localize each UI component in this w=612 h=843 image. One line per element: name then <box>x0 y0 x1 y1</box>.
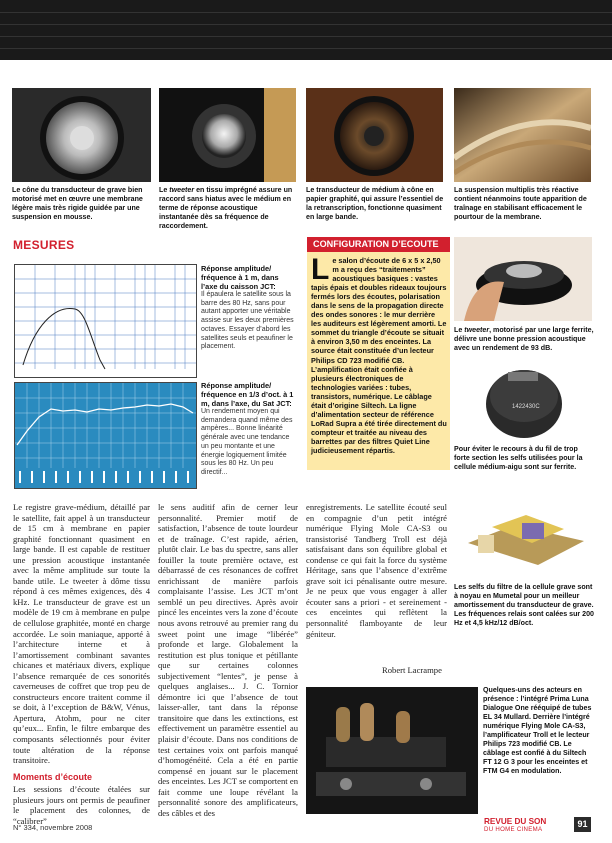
response-graph-1 <box>14 264 197 378</box>
body-col1: Le registre grave-médium, détaillé par le satellite, fait appel à un transducteur de 15 cm à membrane en papier graphité fonctionnant quasiment en large bande. Il est capable de restituer une pression acoustique instantanée avec la même amplitude sur toute la bande utile. Le tweeter à dôme tissu répond à ces mêmes exigences, dès 4 kHz. Le transducteur de grave est un modèle de 19 cm à membrane en pulpe de cellulose graphitée, monté en charge accordée. Le soin maniaque, apporté à l’architecture interne et à l’amortissement combinant savantes chicanes et matériaux divers, explique l’absence remarquée de ces sonorités caverneuses de coffret que trop peu de constructeurs encore traitent comme il se doit, à l’exception de B&W, Vénus, Apertura, Atohm, pour ne citer qu’eux... Enfin, le filtre embarque des composants sélectionnés pour éviter toute altération de la réponse transitoire. <box>13 502 150 766</box>
top-band <box>0 0 612 60</box>
brand-sub: DU HOME CINEMA <box>484 826 543 833</box>
tweeter-motor-photo <box>454 237 592 321</box>
graph2-heading: Réponse amplitude/ fréquence en 1/3 d’oct. à 1 m, dans l’axe, du Sat JCT: <box>201 381 294 408</box>
body-col3: enregistrements. Le satellite écouté seul en compagnie d’un petit intégré numérique Flying Mole CA-S3 ou transistorisé Tandberg Troll est déjà satisfaisant dans son équilibre global et condense ce qui fait la force du système Héritage, sans que l’absence d’extrême grave soit ici pénalisante outre mesure. Je ne peux que vous engager à aller écouter sans a priori - et sereinement - ces enceintes qui reflètent la personnalité flamboyante de leur géniteur. <box>306 502 447 639</box>
caption-tm-post: , motorisé par une large ferrite, délivre une bonne pression acoustique avec un rendement de 93 dB. <box>454 326 594 352</box>
caption-woofer: Le cône du transducteur de grave bien motorisé met en œuvre une membrane légère mais très rigide guidée par une suspension en mousse. <box>12 186 143 221</box>
graph2-caption <box>201 381 299 478</box>
caption-tweeter-pre: Le <box>159 186 170 194</box>
svg-text:1422430C: 1422430C <box>512 404 540 410</box>
brand-name: REVUE DU SON <box>484 817 547 826</box>
medium-photo <box>306 88 443 182</box>
page-number: 91 <box>574 817 591 832</box>
magazine-brand <box>484 818 546 834</box>
electronics-photo <box>306 687 478 814</box>
caption-tweeter-em: tweeter <box>169 186 195 194</box>
subhead-moments: Moments d’écoute <box>13 772 93 782</box>
config-text <box>311 253 447 455</box>
filter-photo <box>454 485 592 580</box>
body-col1b: Les sessions d’écoute étalées sur plusieurs jours ont permis de peaufiner le placement des colonnes, de “calibrer” <box>13 784 150 826</box>
caption-tweeter-post: en tissu imprégné assure un raccord sans hiatus avec le médium en terme de réponse acoustique instantanée dès sa fréquence de raccordement. <box>159 186 293 230</box>
caption-selfs: Pour éviter le recours à du fil de trop forte section les selfs utilisées pour la cellule médium-aigu sont sur ferrite. <box>454 445 583 471</box>
config-header: CONFIGURATION D’ECOUTE <box>307 237 450 252</box>
caption-tm-pre: Le <box>454 326 465 334</box>
caption-filtre: Les selfs du filtre de la cellule grave sont à noyau en Mumetal pour un meilleur amortissement du transducteur de grave. Les fréquences relais sont calées sur 200 Hz et 4,5 kHz/12 dB/oct. <box>454 583 594 627</box>
graph1-caption <box>201 264 297 352</box>
ferrite-coil-photo <box>454 362 592 442</box>
response-graph-2 <box>14 382 197 489</box>
mesures-title: MESURES <box>13 238 75 252</box>
caption-tweeter <box>159 186 298 231</box>
caption-suspension: La suspension multiplis très réactive contient néanmoins toute apparition de traînage en stabilisant efficacement le pourtour de la membrane. <box>454 186 587 221</box>
suspension-photo <box>454 88 591 182</box>
caption-tm-em: tweeter <box>464 326 490 334</box>
signature: Robert Lacrampe <box>382 665 442 675</box>
body-col2: le sens auditif afin de cerner leur personnalité. Premier motif de satisfaction, l’absence de toute lourdeur et de traînage. C’est rapide, aérien, plutôt clair. Le bas du spectre, sans aller fouiller la toute première octave, est débarrassé de ces résonances de coffret enrichissant de manière parfois complaisante l’assise. Les JCT m’ont semblé un peu directives. Après avoir pincé les enceintes vers la zone d’écoute nous avons retrouvé au premier rang du sweet point une image “libérée” profonde et large. Globalement la restitution est plus tonique et pétillante que sur certaines colonnes subjectivement “lentes”, je pense à quelques anglaises... J. C. Tornior démontre ici que l’absence de tout laisser-aller, tant dans la réponse transitoire que dans les extinctions, est effectivement un paramètre essentiel au plaisir d’écoute. Dans nos conditions de test certaines voix ont parfois manqué d’homogénéité. Cela a été en partie compensé en jouant sur le placement des enceintes. Les JCT se comportent en fait comme une loupe révélant la personnalité sonore des amplificateurs, des câbles et des <box>158 502 298 818</box>
issue-number: N° 334, novembre 2008 <box>13 823 93 832</box>
tweeter-photo <box>159 88 296 182</box>
caption-medium: Le transducteur de médium à cône en papier graphité, qui assure l’essentiel de la retranscription, fonctionne quasiment en large bande. <box>306 186 444 221</box>
graph1-heading: Réponse amplitude/ fréquence à 1 m, dans l’axe du caisson JCT: <box>201 264 279 291</box>
caption-tweeter-motor <box>454 326 594 353</box>
config-body: e salon d’écoute de 6 x 5 x 2,50 m a reçu des “traitements” acoustiques basiques : vastes tapis épais et doubles rideaux toujours fermés lors des écoutes, polarisation dans le sens de la propagation directe des ondes sonores : le mur derrière les auditeurs est légèrement amorti. Le sommet du triangle d’écoute se situait à environ 3,50 m des enceintes. La source était constituée d’un lecteur Philips CD 723 modifié CB. L’amplification était confiée à plusieurs électroniques de technologies variées : tubes, transistors, numérique. Le câblage était d’origine Siltech. La ligne d’alimentation secteur de référence LoRad Supra a été tirée directement du compteur et traitée au niveau des barrettes par des filtres Quiet Line judicieusement répartis. <box>311 256 447 455</box>
caption-electronics: Quelques-uns des acteurs en présence : l’intégré Prima Luna Dialogue One rééquipé de tubes EL 34 Mullard. Derrière l’intégré numérique Flying Mole CA-S3, l’amplificateur Troll et le lecteur Philips 723 modifié CB. Le câblage est confié à du Siltech FT 12 G 3 pour les enceintes et FTM G4 en modulation. <box>483 686 592 775</box>
woofer-photo <box>12 88 151 182</box>
graph1-text: Il épaulera le satellite sous la barre des 80 Hz, sans pour autant apporter une véritable assise sur les deux premières octaves. Essayer d’abord les satellites seuls et peaufiner le placement. <box>201 291 294 351</box>
config-dropcap: L <box>311 253 330 286</box>
graph2-text: Un rendement moyen qui demandera quand même des ampères... Bonne linéarité générale avec une tendance un peu montante et une énergie logiquement limitée sous les 80 Hz. Un peu directif... <box>201 408 293 476</box>
